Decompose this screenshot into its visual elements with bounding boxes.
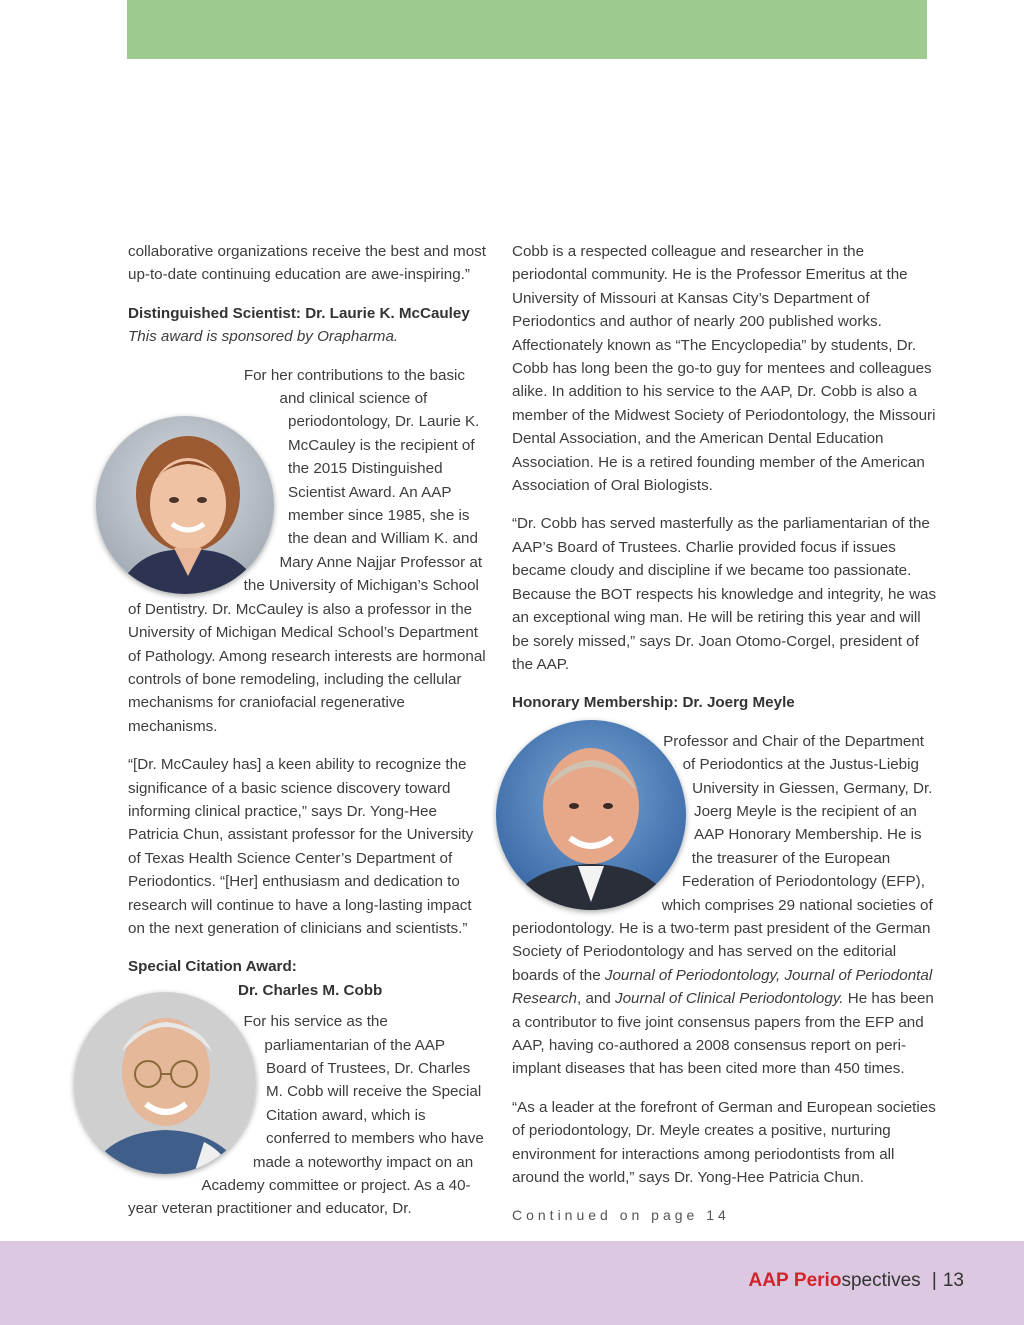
- page-number: 13: [942, 1270, 964, 1291]
- mccauley-photo: [96, 416, 274, 594]
- section-heading-distinguished-scientist: Distinguished Scientist: Dr. Laurie K. McCauley: [128, 304, 470, 322]
- body-paragraph: “As a leader at the forefront of German and European societies of periodontology, Dr. Meyle creates a positive, nurturing environment for interactions among periodontists from all around the world,” says Dr. Yong-Hee Patricia Chun.: [512, 1098, 936, 1187]
- section-heading-cobb-name: Dr. Charles M. Cobb: [238, 981, 383, 999]
- body-paragraph: Professor and Chair of the Department of Periodontics at the Justus-Liebig University in Giessen, Germany, Dr. Joerg Meyle is the recipient of an AAP Honorary Membership. He is the treasurer of the European Federation of Periodontology (EFP), which comprises 29 national societies of periodontology. He is a two-term past president of the German Society of Periodontology and has served on the editorial boards of the Journal of Periodontology, Journal of Periodontal Research, and Journal of Clinical Periodontology. He has been a contributor to five joint consensus papers from the EFP and AAP, having co-authored a 2008 consensus report on peri-implant diseases that has been cited more than 450 times.: [512, 730, 937, 1081]
- body-paragraph: “[Dr. McCauley has] a keen ability to recognize the significance of a basic science discovery toward informing clinical practice,” says Dr. Yong-Hee Patricia Chun, assistant professor for the University of Texas Health Science Center’s Department of Periodontics. “[Her] enthusiasm and dedication to research will continue to have a long-lasting impact on the next generation of clinicians and scientists.”: [128, 756, 474, 937]
- header-color-bar: [127, 0, 927, 59]
- meyle-photo: [496, 720, 686, 910]
- body-paragraph: For his service as the parliamentarian of the AAP Board of Trustees, Dr. Charles M. Cobb will receive the Special Citation award, which is conferred to members who have made a noteworthy impact on an Academy committee or project. As a 40-year veteran practitioner and educator, Dr.: [128, 1010, 488, 1221]
- continued-on-page: Continued on page 14: [512, 1207, 730, 1224]
- footer-spectives: spectives: [841, 1270, 921, 1291]
- section-heading-special-citation: Special Citation Award:: [128, 958, 297, 976]
- footer-separator: |: [931, 1270, 937, 1291]
- body-paragraph: For her contributions to the basic and clinical science of periodontology, Dr. Laurie K. McCauley is the recipient of the 2015 Distinguished Scientist Award. An AAP member since 1985, she is the dean and William K. and Mary Anne Najjar Professor at the University of Michigan’s School of Dentistry. Dr. McCauley is also a professor in the University of Michigan Medical School’s Department of Pathology. Among research interests are hormonal controls of bone remodeling, including the cellular mechanisms for craniofacial regenerative mechanisms.: [128, 364, 488, 739]
- left-column: [128, 240, 488, 1236]
- body-paragraph: “Dr. Cobb has served masterfully as the parliamentarian of the AAP’s Board of Trustees. Charlie provided focus if issues became cloudy and discipline if we became too passionate. Because the BOT respects his knowledge and integrity, he was an exceptional wing man. He will be retiring this year and will be sorely missed,” says Dr. Joan Otomo-Corgel, president of the AAP.: [512, 515, 937, 673]
- body-paragraph: collaborative organizations receive the best and most up-to-date continuing education are awe-inspiring.”: [128, 243, 486, 284]
- sponsor-note: This award is sponsored by Orapharma.: [128, 328, 399, 346]
- footer-perio: Perio: [793, 1270, 842, 1291]
- section-heading-honorary-membership: Honorary Membership: Dr. Joerg Meyle: [512, 694, 795, 712]
- cobb-photo: [74, 992, 256, 1174]
- footer-aap: AAP: [748, 1270, 789, 1291]
- right-column: [512, 240, 937, 1228]
- footer-publication: [749, 1270, 965, 1292]
- body-paragraph: Cobb is a respected colleague and researcher in the periodontal community. He is the Professor Emeritus at the University of Missouri at Kansas City’s Department of Periodontics and author of nearly 200 published works. Affectionately known as “The Encyclopedia” by students, Dr. Cobb has long been the go-to guy for mentees and colleagues alike. In addition to his service to the AAP, Dr. Cobb is also a member of the Midwest Society of Periodontology, the Missouri Dental Association, and the American Dental Education Association. He is a retired founding member of the American Association of Oral Biologists.: [512, 243, 936, 495]
